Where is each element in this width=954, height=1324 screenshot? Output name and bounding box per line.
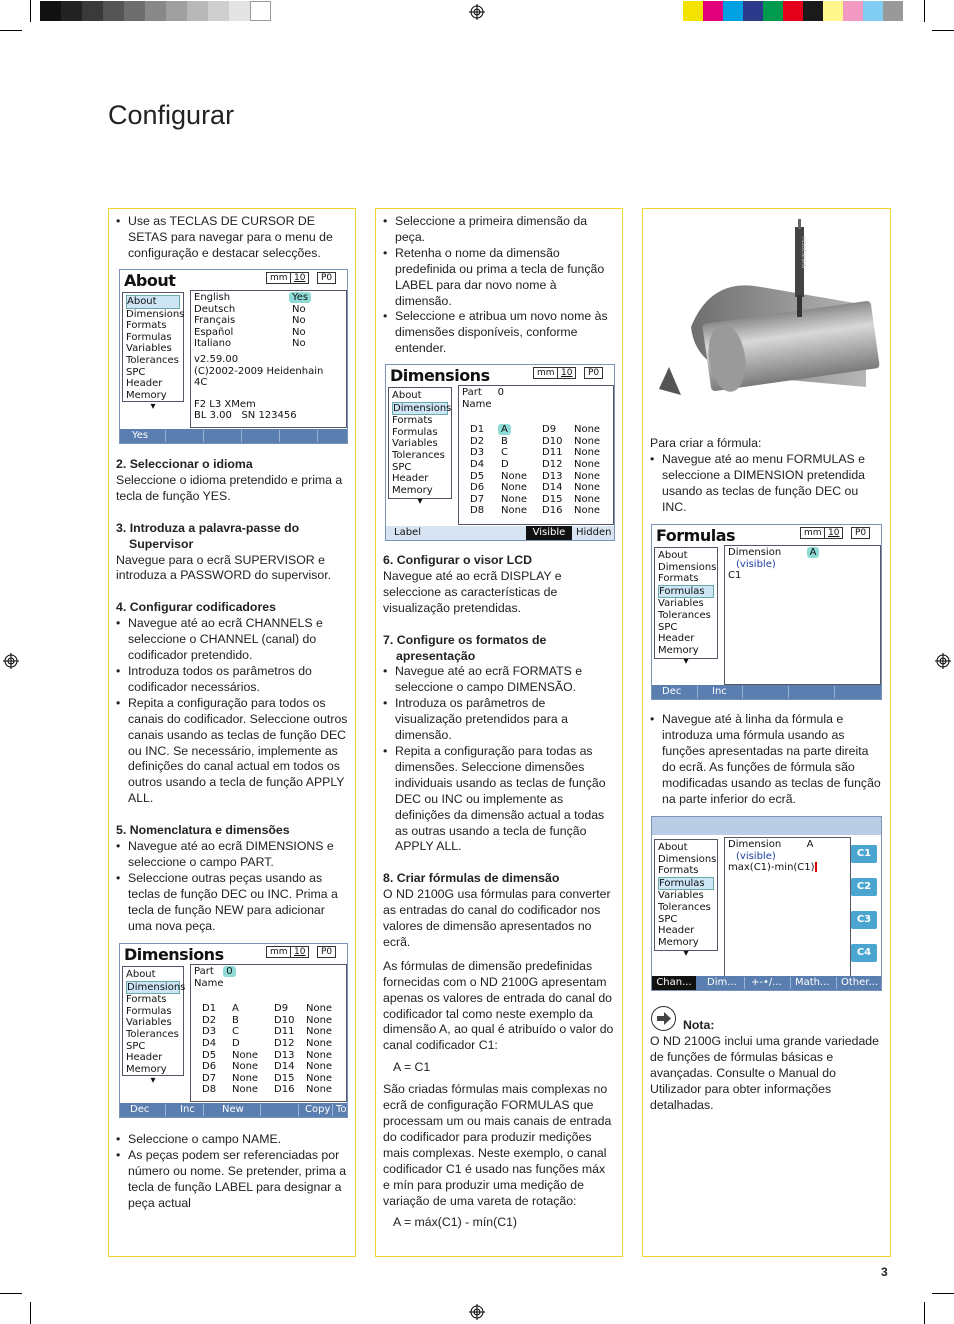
- dec-softkey[interactable]: Dec: [662, 686, 682, 697]
- language-value: No: [292, 303, 306, 315]
- color-swatch: [843, 1, 863, 21]
- dimension-value: A: [806, 839, 814, 850]
- about-panel: [190, 290, 347, 428]
- menu-item: About: [658, 842, 688, 853]
- menu-item: Dimensions: [658, 561, 717, 573]
- menu-item: Tolerances: [658, 901, 711, 913]
- col2-text: [383, 553, 615, 1231]
- color-swatch: [683, 1, 703, 21]
- color-swatch: [723, 1, 743, 21]
- part-label: Part: [194, 966, 214, 977]
- language-label: Français: [194, 315, 236, 327]
- bullet-item: • Navegue até ao ecrã FORMATS e seleccione o campo DIMENSÃO.: [383, 664, 615, 696]
- menu-item: Tolerances: [126, 354, 179, 366]
- name-label: Name: [194, 977, 224, 989]
- menu-item: Variables: [126, 343, 172, 355]
- col2-intro: [383, 214, 615, 357]
- col3-text-2: [650, 712, 884, 807]
- bullet-item: • Navegue até ao ecrã DIMENSIONS e seleccione o campo PART.: [116, 839, 348, 871]
- unit-indicator: mm: [266, 272, 292, 284]
- part-label: Part: [462, 387, 482, 398]
- step-heading: Introduza a palavra-passe do: [129, 520, 300, 535]
- formulas-screenshot: [651, 524, 882, 700]
- part-value[interactable]: 0: [223, 966, 235, 977]
- setup-menu: [654, 547, 718, 668]
- bullet-item: • Seleccione o campo NAME.: [116, 1132, 348, 1148]
- crop-mark: [932, 30, 954, 31]
- color-swatch: [124, 1, 145, 21]
- crop-mark: [924, 0, 925, 22]
- code-text: 4C: [194, 377, 208, 389]
- part-value: 0: [497, 387, 505, 398]
- step-heading: Seleccionar o idioma: [129, 457, 253, 471]
- menu-item: Tolerances: [126, 1028, 179, 1040]
- unit-indicator: mm: [266, 946, 292, 958]
- screen-title: Dimensions: [390, 366, 490, 385]
- screen-title: About: [124, 271, 176, 290]
- menu-item: Formats: [126, 994, 167, 1006]
- paragraph: Para criar a fórmula:: [650, 436, 762, 450]
- crop-mark: [932, 1293, 954, 1294]
- registration-mark-icon: [469, 4, 485, 20]
- menu-item: Variables: [658, 890, 704, 902]
- menu-item: SPC: [126, 366, 146, 378]
- menu-item: Formulas: [658, 877, 714, 891]
- menu-item: Memory: [126, 389, 167, 401]
- rotating-shaft-illustration: [651, 217, 883, 407]
- dec-softkey[interactable]: Dec: [130, 1104, 150, 1115]
- note-arrow-icon: [651, 1006, 676, 1031]
- visible-softkey[interactable]: Visible: [526, 526, 572, 540]
- menu-item: SPC: [126, 1040, 146, 1052]
- part-indicator: P0: [851, 527, 870, 539]
- paragraph: São criadas fórmulas mais complexas no ecrã de configuração FORMULAS que processam um ou mais canais de entrada do codificador para produzir medições mais complexas. Neste exemplo, o canal codificador C1 é usado nas funções máx e mín para produzir uma medição de variação de uma vareta de rotação:: [383, 1082, 612, 1208]
- menu-item: Variables: [658, 598, 704, 610]
- new-softkey[interactable]: New: [222, 1104, 244, 1115]
- yes-softkey[interactable]: Yes: [132, 430, 149, 441]
- channel-c1-button[interactable]: C1: [851, 845, 877, 863]
- menu-item: Formats: [658, 865, 699, 877]
- step-number: 2.: [116, 457, 127, 471]
- language-label: Deutsch: [194, 303, 236, 315]
- language-label: Italiano: [194, 338, 232, 350]
- crop-mark: [30, 1302, 31, 1324]
- crop-mark: [924, 1302, 925, 1324]
- other-softkey[interactable]: Other...: [841, 977, 879, 988]
- menu-item: Dimensions: [126, 308, 185, 320]
- col1-text: [116, 457, 348, 934]
- menu-item: Memory: [126, 1063, 167, 1075]
- formula-example: A = C1: [393, 1060, 431, 1075]
- language-value: No: [292, 338, 306, 350]
- formula-text[interactable]: C1: [728, 570, 742, 582]
- menu-item: Tolerances: [658, 609, 711, 621]
- version-text: v2.59.00: [194, 354, 239, 365]
- step-heading: Configurar codificadores: [129, 600, 276, 615]
- resolution-indicator: 10: [557, 367, 576, 379]
- function-key-bar: [120, 1103, 347, 1117]
- function-key-bar: [120, 429, 347, 443]
- menu-item: Formulas: [126, 1005, 172, 1017]
- resolution-indicator: 10: [290, 946, 309, 958]
- screen-title: Formulas: [656, 526, 736, 545]
- label-softkey[interactable]: Label: [394, 527, 421, 538]
- color-swatch: [145, 1, 166, 21]
- screen-title: Dimensions: [124, 945, 224, 964]
- hidden-softkey[interactable]: Hidden: [576, 527, 612, 538]
- step-heading: Criar fórmulas de dimensão: [396, 871, 560, 886]
- formula-panel: [724, 545, 881, 685]
- menu-item: About: [126, 969, 156, 980]
- dimensions-panel: [458, 385, 614, 525]
- menu-item: Dimensions: [127, 981, 186, 993]
- bullet-item: • Seleccione e atribua um novo nome às dimensões disponíveis, conforme entender.: [383, 309, 615, 357]
- formula-input[interactable]: max(C1)-min(C1): [728, 862, 815, 874]
- visibility-text: (visible): [736, 850, 776, 862]
- formula-panel: [724, 837, 851, 977]
- copy-to-softkey[interactable]: To: [336, 1104, 347, 1115]
- menu-item: Dimensions: [658, 853, 717, 865]
- visibility-text: (visible): [736, 558, 776, 570]
- menu-item: Memory: [392, 484, 433, 496]
- column-1: [108, 208, 356, 1257]
- inc-softkey[interactable]: Inc: [180, 1104, 195, 1115]
- column-2: [375, 208, 623, 1257]
- menu-item: About: [126, 295, 180, 309]
- scroll-down-icon: ▾: [683, 656, 689, 668]
- menu-item: Formats: [658, 573, 699, 585]
- registration-mark-icon: [935, 653, 951, 669]
- dim-values-right: None None None None None None None None: [574, 424, 601, 517]
- color-swatch: [40, 1, 61, 21]
- firmware-text: F2 L3 XMem: [194, 398, 256, 410]
- bullet-item: • Retenha o nome da dimensão predefinida ou prima a tecla de função LABEL para dar novo nome à dimensão.: [383, 246, 615, 310]
- menu-item: Header: [392, 473, 429, 485]
- function-key-bar: [652, 685, 881, 699]
- bullet-item: • Navegue até à linha da fórmula e introduza uma fórmula usando as funções apresentadas na parte direita do ecrã. As funções de fórmula são modificadas usando as teclas de função na parte inferior do ecrã.: [650, 712, 884, 807]
- color-swatch: [61, 1, 82, 21]
- setup-menu: [122, 292, 185, 413]
- step-text: Navegue para o ecrã SUPERVISOR e introduza a PASSWORD do supervisor.: [116, 552, 332, 583]
- bullet-item: • Navegue até ao ecrã CHANNELS e seleccione o CHANNEL (canal) do codificador pretendido.: [116, 616, 348, 664]
- page-title: Configurar: [108, 100, 235, 130]
- menu-item: Memory: [658, 644, 699, 656]
- step-number: 6.: [383, 553, 394, 567]
- dim-labels-right: D9 D10 D11 D12 D13 D14 D15 D16: [542, 424, 563, 517]
- paragraph: O ND 2100G usa fórmulas para converter as entradas do canal do codificador nos valores de dimensão apresentados no ecrã.: [383, 887, 611, 949]
- setup-menu: [654, 839, 718, 960]
- resolution-indicator: 10: [290, 272, 309, 284]
- name-label: Name: [462, 398, 492, 410]
- paragraph: As fórmulas de dimensão predefinidas fornecidas com o ND 2100G apresentam apenas os valores de entrada do canal do codificador tal como neste exemplo da dimensão A, ao qual é atribuído o valor do canal codificador C1:: [383, 958, 614, 1053]
- scroll-down-icon: ▾: [150, 401, 156, 413]
- bullet-item: • Seleccione outras peças usando as teclas de função DEC ou INC. Prima a tecla de função NEW para adicionar uma nova peça.: [116, 871, 348, 935]
- dimensions-panel: [190, 964, 347, 1102]
- math-softkey[interactable]: Math...: [795, 977, 830, 988]
- menu-item: Dimensions: [393, 402, 452, 414]
- color-swatch: [250, 1, 271, 21]
- crop-mark: [30, 0, 31, 22]
- menu-item: About: [392, 390, 422, 401]
- bullet-item: • Repita a configuração para todos os canais do codificador. Seleccione outros canais usando as teclas de função DEC ou INC. Se necessário, implemente as definições do canal actual em todos os outros usando a tecla de função APPLY ALL.: [116, 696, 348, 807]
- brand-label: HEIDENHAIN: [800, 237, 806, 269]
- channel-c4-button[interactable]: C4: [851, 944, 877, 962]
- color-swatch: [103, 1, 124, 21]
- part-indicator: P0: [317, 272, 336, 284]
- registration-mark-icon: [469, 1304, 485, 1320]
- menu-item: Formats: [392, 415, 433, 427]
- color-swatch: [703, 1, 723, 21]
- bullet-item: • Use as TECLAS DE CURSOR DE SETAS para navegar para o menu de configuração e destacar selecções.: [116, 214, 348, 262]
- menu-item: Memory: [658, 936, 699, 948]
- menu-item: Formats: [126, 320, 167, 332]
- step-number: 7.: [383, 632, 394, 647]
- color-swatch: [763, 1, 783, 21]
- color-swatch: [82, 1, 103, 21]
- color-swatch: [803, 1, 823, 21]
- color-swatch: [229, 1, 250, 21]
- menu-item: SPC: [658, 913, 678, 925]
- bullet-item: • As peças podem ser referenciadas por número ou nome. Se pretender, prima a tecla de função LABEL para designar a peça actual: [116, 1148, 348, 1212]
- color-swatch: [187, 1, 208, 21]
- setup-menu: [122, 966, 186, 1087]
- formula-example: A = máx(C1) - mín(C1): [393, 1215, 518, 1230]
- menu-item: Formulas: [126, 331, 172, 343]
- copy-softkey[interactable]: Copy: [305, 1104, 331, 1115]
- note-text: O ND 2100G inclui uma grande variedade de funções de fórmulas básicas e avançadas. Consulte o Manual do Utilizador para obter informações detalhadas.: [650, 1034, 879, 1112]
- step-number: 4.: [116, 600, 127, 615]
- dimension-softkey[interactable]: Dim...: [707, 977, 737, 988]
- step-heading: apresentação: [396, 648, 476, 663]
- menu-item: Variables: [126, 1017, 172, 1029]
- dimensions-visible-screenshot: [385, 364, 615, 541]
- language-value: Yes: [289, 292, 311, 303]
- step-text: Navegue até ao ecrã DISPLAY e seleccione as características de visualização pretendidas.: [383, 568, 562, 615]
- channel-c3-button[interactable]: C3: [851, 911, 877, 929]
- scroll-down-icon: ▾: [417, 496, 423, 508]
- note-title: Nota:: [683, 1018, 715, 1032]
- text-cursor: [815, 862, 817, 872]
- color-swatch: [863, 1, 883, 21]
- bl-text: BL 3.00: [194, 410, 232, 422]
- dim-labels-left: D1 D2 D3 D4 D5 D6 D7 D8: [202, 1003, 217, 1096]
- resolution-indicator: 10: [824, 527, 843, 539]
- language-label: English: [194, 292, 231, 303]
- bullet-item: • Introduza todos os parâmetros do codificador necessários.: [116, 664, 348, 696]
- menu-item: Formulas: [392, 426, 438, 438]
- setup-menu: [388, 387, 452, 508]
- dim-labels-left: D1 D2 D3 D4 D5 D6 D7 D8: [470, 424, 485, 517]
- selected-dimension[interactable]: A: [498, 424, 511, 435]
- dimension-value[interactable]: A: [807, 547, 820, 558]
- step-heading: Nomenclatura e dimensões: [129, 823, 290, 838]
- menu-item: Header: [126, 1052, 163, 1064]
- dimensions-screenshot: [119, 943, 348, 1118]
- unit-indicator: mm: [800, 527, 826, 539]
- bullet-item: • Navegue até ao menu FORMULAS e seleccione a DIMENSION pretendida usando as teclas de função DEC ou INC.: [650, 452, 884, 516]
- crop-mark: [0, 30, 22, 31]
- color-swatch: [783, 1, 803, 21]
- menu-item: SPC: [392, 461, 412, 473]
- step-heading: Configurar o visor LCD: [396, 553, 532, 567]
- screen-header: [652, 817, 881, 835]
- dim-values-left: A B C D None None None None: [232, 1003, 259, 1096]
- col1-intro: [116, 214, 348, 262]
- menu-item: Variables: [392, 438, 438, 450]
- menu-item: Header: [658, 633, 695, 645]
- color-swatch: [823, 1, 843, 21]
- menu-item: Formulas: [658, 585, 714, 599]
- function-key-bar: [386, 526, 614, 540]
- serial-number: SN 123456: [241, 410, 297, 422]
- dim-values-left: A B C D None None None None: [498, 424, 527, 517]
- scroll-down-icon: ▾: [683, 948, 689, 960]
- unit-indicator: mm: [533, 367, 559, 379]
- channel-softkey[interactable]: Chan...: [652, 976, 696, 990]
- crop-mark: [0, 1293, 22, 1294]
- menu-item: About: [658, 550, 688, 561]
- bullet-item: • Introduza os parâmetros de visualização pretendidos para a dimensão.: [383, 696, 615, 744]
- color-swatch: [883, 1, 903, 21]
- inc-softkey[interactable]: Inc: [712, 686, 727, 697]
- bullet-item: • Repita a configuração para todas as dimensões. Seleccione dimensões individuais usando as teclas de função DEC ou INC ou implemente as definições da dimensão actual a todas as outras usando a tecla de função APPLY ALL.: [383, 744, 615, 855]
- step-number: 8.: [383, 871, 394, 886]
- scroll-down-icon: ▾: [150, 1075, 156, 1087]
- color-swatch: [208, 1, 229, 21]
- dim-values-right: None None None None None None None None: [306, 1003, 333, 1096]
- color-swatch: [743, 1, 763, 21]
- formula-entry-screenshot: [651, 816, 882, 991]
- menu-item: Header: [658, 925, 695, 937]
- language-label: Español: [194, 326, 234, 338]
- operators-softkey[interactable]: +-•/...: [751, 977, 782, 988]
- bullet-item: • Seleccione a primeira dimensão da peça.: [383, 214, 615, 246]
- step-heading: Configure os formatos de: [396, 632, 547, 647]
- col3-text: [650, 436, 884, 516]
- step-text: Seleccione o idioma pretendido e prima a tecla de função YES.: [116, 472, 343, 503]
- about-screenshot: [119, 269, 348, 444]
- part-indicator: P0: [317, 946, 336, 958]
- part-indicator: P0: [584, 367, 603, 379]
- language-value: No: [292, 326, 306, 338]
- dimension-label: Dimension: [728, 547, 782, 558]
- step-number: 5.: [116, 823, 127, 838]
- dim-labels-right: D9 D10 D11 D12 D13 D14 D15 D16: [274, 1003, 295, 1096]
- menu-item: SPC: [658, 621, 678, 633]
- menu-item: Tolerances: [392, 449, 445, 461]
- page-number: 3: [881, 1265, 888, 1279]
- language-value: No: [292, 315, 306, 327]
- color-swatch: [166, 1, 187, 21]
- menu-item: Header: [126, 378, 163, 390]
- registration-mark-icon: [3, 653, 19, 669]
- copyright-text: (C)2002-2009 Heidenhain: [194, 365, 324, 377]
- function-key-bar: [652, 976, 881, 990]
- step-number: 3.: [116, 520, 127, 535]
- col1-text-end: [116, 1132, 348, 1212]
- channel-c2-button[interactable]: C2: [851, 878, 877, 896]
- step-heading: Supervisor: [129, 536, 194, 551]
- dimension-label: Dimension: [728, 839, 782, 850]
